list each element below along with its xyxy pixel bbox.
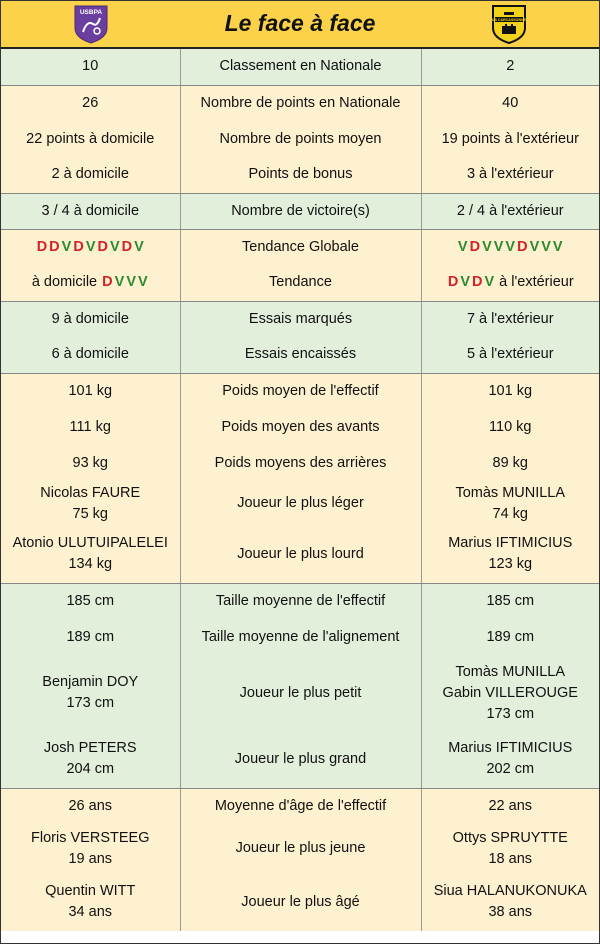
right-team-cell <box>421 193 599 229</box>
left-team-cell <box>1 193 180 229</box>
right-value-line: Ottys SPRUYTTE <box>452 829 568 846</box>
left-team-cell <box>1 337 180 373</box>
defeat-mark: D <box>97 238 108 255</box>
left-team-cell <box>1 619 180 655</box>
left-value-line: 204 cm <box>66 761 115 778</box>
left-team-cell <box>1 655 180 731</box>
right-team-cell <box>421 157 599 193</box>
right-team-cell <box>421 788 599 824</box>
left-value-line: Quentin WITT <box>45 883 136 899</box>
right-value: 7 à l'extérieur <box>466 310 554 327</box>
right-value: 5 à l'extérieur <box>466 346 554 363</box>
right-team-cell <box>421 583 599 619</box>
right-team-cell <box>421 655 599 731</box>
right-value-line: Gabin VILLEROUGE <box>442 684 578 701</box>
left-value-line: Atonio ULUTUIPALELEI <box>12 535 168 552</box>
right-team-cell <box>421 301 599 337</box>
victory-mark: V <box>493 238 504 255</box>
right-team-cell <box>421 229 599 265</box>
comparison-row <box>1 583 599 619</box>
defeat-mark: D <box>49 238 60 255</box>
left-value: 26 ans <box>68 797 113 814</box>
right-value: 89 kg <box>492 454 528 471</box>
right-team-cell <box>421 619 599 655</box>
right-value-line: Tomàs MUNILLA <box>455 484 566 501</box>
left-team-cell <box>1 301 180 337</box>
victory-mark: V <box>126 274 136 291</box>
stat-label: Nombre de victoire(s) <box>231 202 370 219</box>
stat-label-cell <box>180 121 421 157</box>
victory-mark: V <box>61 238 72 255</box>
right-value: 40 <box>502 94 519 111</box>
comparison-row <box>1 526 599 583</box>
right-value: 185 cm <box>486 592 535 609</box>
left-form-prefix: à domicile <box>31 274 98 291</box>
stat-label-cell <box>180 229 421 265</box>
right-team-cell <box>421 265 599 301</box>
left-team-cell <box>1 873 180 931</box>
left-team-cell <box>1 49 180 85</box>
stat-label: Poids moyens des arrières <box>214 454 387 471</box>
stat-label-cell <box>180 85 421 121</box>
victory-mark: V <box>109 238 120 255</box>
left-value-line: 19 ans <box>68 850 113 867</box>
left-value-line: Josh PETERS <box>43 740 137 757</box>
left-value: 22 points à domicile <box>26 130 155 147</box>
left-team-cell <box>1 85 180 121</box>
victory-mark: V <box>137 274 148 291</box>
right-team-cell <box>421 49 599 85</box>
carcassonne-logo <box>491 4 527 44</box>
comparison-row <box>1 731 599 788</box>
stat-label: Classement en Nationale <box>219 58 382 75</box>
stat-label: Joueur le plus petit <box>239 684 362 701</box>
right-value: 2 / 4 à l'extérieur <box>456 202 564 219</box>
stat-label-cell <box>180 445 421 481</box>
left-team-cell <box>1 824 180 873</box>
left-value: 93 kg <box>72 454 108 471</box>
stat-label-cell <box>180 481 421 526</box>
comparison-row <box>1 229 599 265</box>
comparison-row <box>1 265 599 301</box>
stat-label-cell <box>180 373 421 409</box>
right-value-line: 123 kg <box>488 556 533 573</box>
stat-label: Tendance <box>269 274 332 291</box>
stat-label-cell <box>180 409 421 445</box>
left-team-cell <box>1 731 180 788</box>
left-team-cell <box>1 481 180 526</box>
stat-label-cell <box>180 583 421 619</box>
stat-label: Joueur le plus jeune <box>235 840 366 856</box>
stat-label: Essais marqués <box>248 310 353 327</box>
comparison-row <box>1 655 599 731</box>
right-team-cell <box>421 85 599 121</box>
comparison-row <box>1 409 599 445</box>
defeat-mark: D <box>121 238 133 255</box>
stat-label-cell <box>180 301 421 337</box>
right-team-cell <box>421 337 599 373</box>
right-value: 2 <box>506 58 515 75</box>
right-value: 3 à l'extérieur <box>466 166 554 183</box>
left-value: 111 kg <box>69 418 111 435</box>
right-value-line: 173 cm <box>486 705 535 722</box>
comparison-row <box>1 301 599 337</box>
victory-mark: V <box>460 274 470 291</box>
left-value-line: 34 ans <box>68 904 113 920</box>
stat-label: Nombre de points en Nationale <box>200 94 401 111</box>
defeat-mark: D <box>36 238 48 255</box>
left-team-cell <box>1 583 180 619</box>
victory-mark: V <box>457 238 468 255</box>
left-value: 6 à domicile <box>51 346 129 363</box>
right-value: 101 kg <box>488 382 533 399</box>
right-team-cell <box>421 409 599 445</box>
left-value-line: Floris VERSTEEG <box>31 829 150 846</box>
left-value-line: 134 kg <box>68 556 113 573</box>
stat-label-cell <box>180 873 421 931</box>
right-value-line: 18 ans <box>488 850 533 867</box>
stat-label: Joueur le plus grand <box>234 750 367 767</box>
stat-label-cell <box>180 157 421 193</box>
stat-label: Joueur le plus léger <box>237 495 364 511</box>
comparison-row <box>1 873 599 931</box>
page-title: Le face à face <box>224 10 376 36</box>
stat-label-cell <box>180 337 421 373</box>
defeat-mark: D <box>73 238 84 255</box>
comparison-row <box>1 157 599 193</box>
svg-text:US CARCASSONNE: US CARCASSONNE <box>491 18 527 22</box>
stat-label-cell <box>180 265 421 301</box>
right-team-cell <box>421 824 599 873</box>
stat-label: Joueur le plus lourd <box>237 545 364 562</box>
left-team-cell <box>1 445 180 481</box>
right-team-cell <box>421 445 599 481</box>
left-value-line: Benjamin DOY <box>42 674 139 690</box>
right-value: 110 kg <box>489 418 532 435</box>
left-value-line: 75 kg <box>72 505 108 522</box>
right-value-line: 202 cm <box>486 761 535 778</box>
comparison-row <box>1 373 599 409</box>
left-team-cell <box>1 409 180 445</box>
left-team-cell <box>1 373 180 409</box>
left-team-cell <box>1 121 180 157</box>
right-value: 22 ans <box>488 797 533 814</box>
left-team-cell <box>1 157 180 193</box>
right-value-line: Tomàs MUNILLA <box>455 663 566 680</box>
left-value: 3 / 4 à domicile <box>41 202 140 219</box>
stat-label: Essais encaissés <box>244 346 357 363</box>
comparison-row <box>1 619 599 655</box>
stat-label: Poids moyen des avants <box>221 418 380 435</box>
comparison-row <box>1 85 599 121</box>
stat-label: Joueur le plus âgé <box>241 893 360 910</box>
right-team-cell <box>421 481 599 526</box>
comparison-row <box>1 788 599 824</box>
right-team-cell <box>421 526 599 583</box>
comparison-row <box>1 121 599 157</box>
right-value-line: 38 ans <box>488 904 533 920</box>
stat-label: Poids moyen de l'effectif <box>222 382 379 399</box>
right-value-line: Marius IFTIMICIUS <box>448 535 573 552</box>
stat-label-cell <box>180 824 421 873</box>
victory-mark: V <box>552 238 563 255</box>
stat-label-cell <box>180 193 421 229</box>
right-value-line: Siua HALANUKONUKA <box>433 883 587 899</box>
victory-mark: V <box>484 274 495 291</box>
stat-label: Nombre de points moyen <box>219 130 382 147</box>
left-value: 9 à domicile <box>51 310 129 327</box>
right-team-cell <box>421 373 599 409</box>
defeat-mark: D <box>517 238 528 255</box>
comparison-row <box>1 193 599 229</box>
comparison-row <box>1 481 599 526</box>
left-team-cell <box>1 229 180 265</box>
left-value: 26 <box>82 94 99 111</box>
victory-mark: V <box>114 274 125 291</box>
left-team-cell <box>1 265 180 301</box>
left-value: 2 à domicile <box>51 166 129 183</box>
left-team-cell <box>1 788 180 824</box>
comparison-row <box>1 445 599 481</box>
right-value: 19 points à l'extérieur <box>441 130 579 147</box>
victory-mark: V <box>541 238 551 255</box>
defeat-mark: D <box>102 274 113 291</box>
left-value: 10 <box>82 58 99 75</box>
stat-label: Points de bonus <box>248 166 353 183</box>
left-team-cell <box>1 526 180 583</box>
right-team-cell <box>421 731 599 788</box>
defeat-mark: D <box>471 274 483 291</box>
left-value: 185 cm <box>66 592 115 609</box>
right-team-cell <box>421 873 599 931</box>
victory-mark: V <box>529 238 540 255</box>
victory-mark: V <box>482 238 492 255</box>
victory-mark: V <box>505 238 516 255</box>
right-team-cell <box>421 121 599 157</box>
header-bar <box>1 1 599 49</box>
stat-label-cell <box>180 49 421 85</box>
left-value: 189 cm <box>66 628 115 645</box>
left-value-line: Nicolas FAURE <box>40 484 141 501</box>
stat-label: Moyenne d'âge de l'effectif <box>214 797 387 814</box>
svg-text:USBPA: USBPA <box>79 9 103 16</box>
stat-label-cell <box>180 619 421 655</box>
stat-label: Taille moyenne de l'alignement <box>201 628 400 645</box>
victory-mark: V <box>134 238 144 255</box>
stat-label-cell <box>180 526 421 583</box>
right-form-suffix: à l'extérieur <box>499 274 574 291</box>
defeat-mark: D <box>447 274 459 291</box>
stat-label: Tendance Globale <box>242 238 359 255</box>
defeat-mark: D <box>469 238 481 255</box>
stat-label-cell <box>180 655 421 731</box>
stat-label-cell <box>180 731 421 788</box>
comparison-row <box>1 824 599 873</box>
right-value-line: 74 kg <box>492 505 528 522</box>
comparison-row <box>1 337 599 373</box>
stat-label-cell <box>180 788 421 824</box>
right-value: 189 cm <box>486 628 535 645</box>
comparison-table <box>1 49 599 931</box>
victory-mark: V <box>85 238 96 255</box>
right-value-line: Marius IFTIMICIUS <box>448 740 573 757</box>
left-value-line: 173 cm <box>66 695 115 711</box>
stat-label: Taille moyenne de l'effectif <box>215 592 386 609</box>
comparison-row <box>1 49 599 85</box>
left-value: 101 kg <box>68 382 113 399</box>
